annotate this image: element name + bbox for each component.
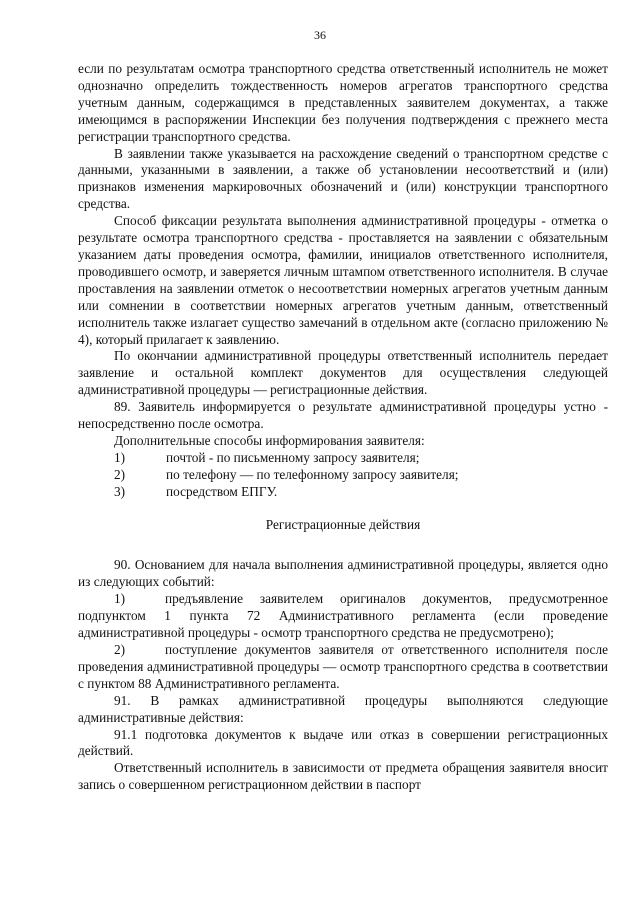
list-number: 2): [114, 642, 126, 657]
paragraph: 91.1 подготовка документов к выдаче или отказ в совершении регистрационных действий.: [78, 726, 608, 759]
section-heading: Регистрационные действия: [265, 516, 421, 532]
paragraph: 91. В рамках административной процедуры выполняются следующие административные действия:: [78, 692, 608, 725]
document-body: [78, 61, 608, 794]
list-text: поступление документов заявителя от ответственного исполнителя после проведения административной процедуры — осмотр транспортного средства в соответствии с пунктом 88 Административного регламента.: [78, 642, 608, 691]
list-text: по телефону — по телефонному запросу заявителя;: [166, 466, 459, 482]
paragraph: Способ фиксации результата выполнения административной процедуры - отметка о результате осмотра транспортного средства - проставляется на заявлении с обязательным указанием даты проведения осмотра, фамилии, инициалов ответственного исполнителя, проводившего осмотр, и заверяется личным штампом ответственного исполнителя. В случае проставления на заявлении отметок о несоответствии номерных агрегатов учетным данным или сомнении в соответствии номерных агрегатов учетным данным, ответственный исполнитель также излагает существо замечаний в отдельном акте (согласно приложению № 4), который прилагает к заявлению.: [78, 213, 608, 347]
list-item: [78, 450, 608, 467]
paragraph: 89. Заявитель информируется о результате административной процедуры устно - непосредственно после осмотра.: [78, 399, 608, 432]
list-text: предъявление заявителем оригиналов документов, предусмотренное подпунктом 1 пункта 72 Административного регламента (если проведение административной процедуры - осмотр транспортного средства не предусмотрено);: [78, 591, 608, 641]
list-number: 1): [114, 591, 126, 607]
list-text: посредством ЕПГУ.: [166, 483, 278, 499]
list-item: [78, 484, 608, 501]
list-number: 3): [114, 483, 126, 499]
list-number: 2): [114, 466, 126, 482]
paragraph: По окончании административной процедуры ответственный исполнитель передает заявление и остальной комплект документов для осуществления следующей административной процедуры — регистрационные действия.: [78, 348, 608, 398]
page-number: 36: [314, 28, 326, 42]
paragraph: Ответственный исполнитель в зависимости от предмета обращения заявителя вносит запись о совершенном регистрационном действии в паспорт: [78, 760, 608, 793]
paragraph: Дополнительные способы информирования заявителя:: [114, 432, 425, 448]
paragraph: 90. Основанием для начала выполнения административной процедуры, является одно из следующих событий:: [78, 557, 608, 590]
paragraph: если по результатам осмотра транспортного средства ответственный исполнитель не может однозначно определить тождественность номеров агрегатов транспортного средства учетным данным, содержащимся в представленных заявителем документах, а также имеющимся в распоряжении Инспекции без получения подтверждения с прежнего места регистрации транспортного средства.: [78, 61, 608, 144]
list-text: почтой - по письменному запросу заявителя;: [166, 449, 420, 465]
list-item: [78, 591, 608, 642]
list-item: [78, 642, 608, 693]
paragraph: В заявлении также указывается на расхождение сведений о транспортном средстве с данными, указанными в заявлении, а также об установлении несоответствий и (или) признаков изменения маркировочных обозначений и (или) конструкции транспортного средства.: [78, 145, 608, 212]
list-item: [78, 467, 608, 484]
list-number: 1): [114, 449, 126, 465]
